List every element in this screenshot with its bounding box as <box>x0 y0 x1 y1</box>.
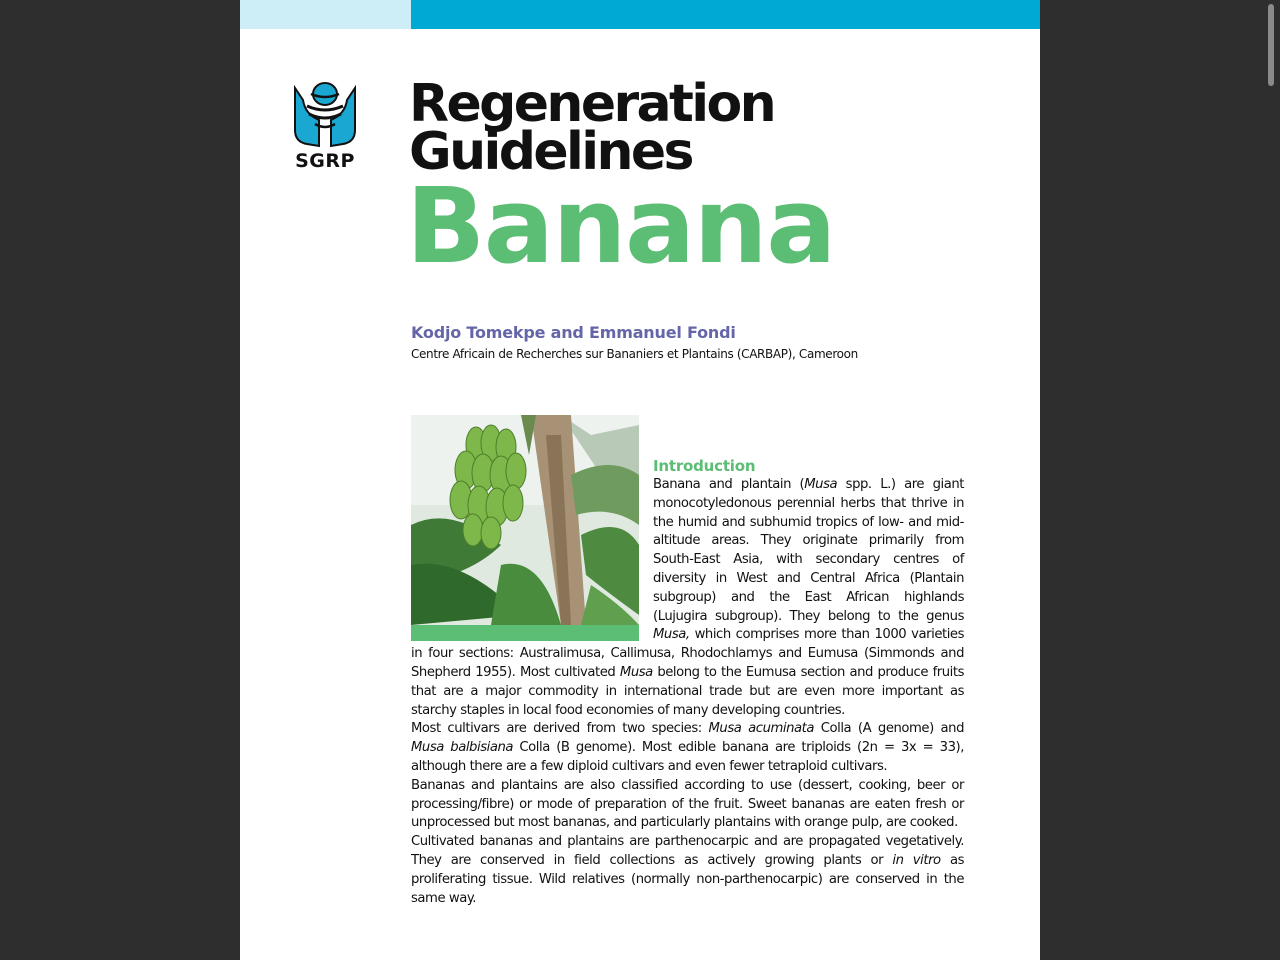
italic-run: Musa <box>804 477 838 492</box>
text-run: Cultivated bananas and plantains are parthenocarpic and are propagated vegetatively. They are conserved in field collections as actively growing plants or <box>411 834 964 868</box>
italic-run: Musa acuminata <box>708 721 814 737</box>
intro-paragraph-4 <box>411 833 964 908</box>
text-run: which comprises more than 1000 varieties in four sections: Australimusa, Callimusa, Rhodochlamys and Eumusa (Simmonds and Shepherd 1955). Most cultivated <box>411 627 964 680</box>
sgrp-hands-globe-icon <box>293 80 357 150</box>
text-run: Banana and plantain ( <box>653 477 805 492</box>
text-run: Colla (B genome). Most edible banana are triploids (2n = 3x = 33), although there are a few diploid cultivars and even fewer tetraploid cultivars. <box>411 740 964 774</box>
header-band-dark <box>411 0 1040 29</box>
text-run: as proliferating tissue. Wild relatives (normally non-parthenocarpic) are conserved in the same way. <box>411 852 964 906</box>
affiliation: Centre Africain de Recherches sur Bananiers et Plantains (CARBAP), Cameroon <box>411 347 858 361</box>
italic-run: Musa, <box>653 627 690 643</box>
intro-paragraph-2 <box>411 720 964 776</box>
italic-run: in vitro <box>892 852 941 868</box>
title-line-1: Regeneration <box>409 74 775 134</box>
title-line-2: Guidelines <box>409 122 692 182</box>
text-run: belong to the Eumusa section and produce fruits that are a major commodity in international trade but are even more important as starchy staples in local food economies of many developing countries. <box>411 664 964 718</box>
image-float-spacer <box>411 456 653 642</box>
text-run: Colla (A genome) and <box>813 721 964 737</box>
italic-run: Musa balbisiana <box>411 740 513 756</box>
authors: Kodjo Tomekpe and Emmanuel Fondi <box>411 323 736 342</box>
document-page <box>240 0 1040 960</box>
section-heading: Introduction <box>653 457 756 475</box>
italic-run: Musa <box>619 664 653 680</box>
logo-text: SGRP <box>295 150 355 172</box>
sgrp-logo <box>293 80 357 175</box>
header-band-light <box>240 0 411 29</box>
crop-title: Banana <box>406 165 835 287</box>
text-run: Most cultivars are derived from two species: <box>411 721 709 737</box>
text-run: spp. L.) are giant monocotyledonous perennial herbs that thrive in the humid and subhumid tropics of low- and mid-altitude areas. They originate primarily from South-East Asia, with secondary centres of diversity in West and Central Africa (Plantain subgroup) and the East African highlands (Lujugira subgroup). They belong to the genus <box>653 477 964 624</box>
scrollbar-thumb[interactable] <box>1268 4 1274 86</box>
intro-paragraph-3: Bananas and plantains are also classified according to use (dessert, cooking, beer or processing/fibre) or mode of preparation of the fruit. Sweet bananas are eaten fresh or unprocessed but most bananas, and particularly plantains with orange pulp, are cooked. <box>411 777 964 831</box>
article-body <box>411 456 964 908</box>
